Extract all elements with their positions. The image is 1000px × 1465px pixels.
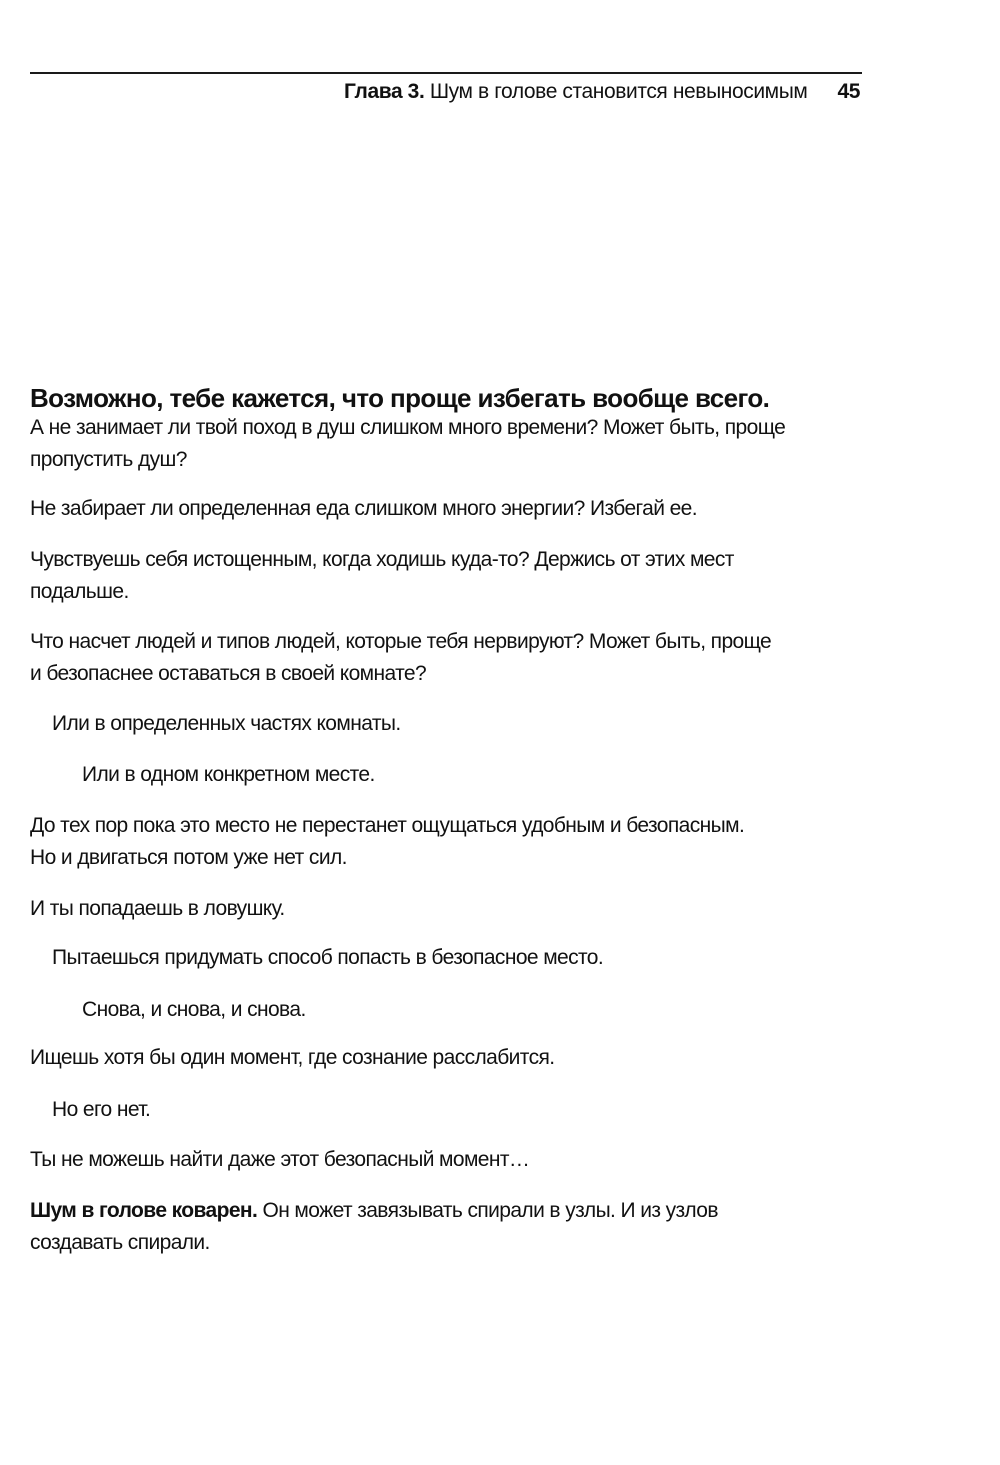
paragraph-until bbox=[30, 810, 910, 874]
paragraph-line: Ты не можешь найти даже этот безопасный момент… bbox=[30, 1148, 530, 1171]
paragraph-cant-find bbox=[30, 1144, 910, 1176]
paragraph-rest: Он может завязывать спирали в узлы. И из узлов bbox=[257, 1199, 718, 1222]
paragraph-line: Не забирает ли определенная еда слишком много энергии? Избегай ее. bbox=[30, 497, 697, 520]
paragraph-shower bbox=[30, 412, 910, 476]
paragraph-one-place bbox=[82, 759, 962, 791]
paragraph-safe-place bbox=[52, 942, 932, 974]
paragraph-line: Или в определенных частях комнаты. bbox=[52, 712, 401, 735]
paragraph-moment bbox=[30, 1042, 910, 1074]
paragraph-line: Но его нет. bbox=[52, 1098, 151, 1121]
paragraph-line: создавать спирали. bbox=[30, 1231, 210, 1254]
paragraph-line: пропустить душ? bbox=[30, 448, 187, 471]
bold-lead: Шум в голове коварен. bbox=[30, 1199, 258, 1222]
paragraph-line: А не занимает ли твой поход в душ слишком много времени? Может быть, проще bbox=[30, 416, 786, 439]
paragraph-line: Снова, и снова, и снова. bbox=[82, 998, 306, 1021]
section-heading: Возможно, тебе кажется, что проще избегать вообще всего. bbox=[30, 382, 770, 413]
running-head bbox=[30, 80, 860, 104]
chapter-title bbox=[344, 80, 807, 104]
paragraph-line: Но и двигаться потом уже нет сил. bbox=[30, 846, 347, 869]
paragraph-line: До тех пор пока это место не перестанет ощущаться удобным и безопасным. bbox=[30, 814, 745, 837]
paragraph-insidious bbox=[30, 1195, 910, 1259]
paragraph-line: Чувствуешь себя истощенным, когда ходишь куда-то? Держись от этих мест bbox=[30, 548, 734, 571]
paragraph-none bbox=[52, 1094, 932, 1126]
paragraph-line: Ищешь хотя бы один момент, где сознание расслабится. bbox=[30, 1046, 555, 1069]
paragraph-line: Или в одном конкретном месте. bbox=[82, 763, 375, 786]
paragraph-line bbox=[30, 1195, 910, 1227]
paragraph-line: Что насчет людей и типов людей, которые тебя нервируют? Может быть, проще bbox=[30, 630, 772, 653]
paragraph-food bbox=[30, 493, 910, 525]
paragraph-again bbox=[82, 994, 962, 1026]
paragraph-people bbox=[30, 626, 910, 690]
chapter-label: Глава 3. bbox=[344, 80, 425, 103]
chapter-name: Шум в голове становится невыносимым bbox=[429, 80, 808, 103]
paragraph-exhausted bbox=[30, 544, 910, 608]
page-number: 45 bbox=[837, 80, 860, 103]
paragraph-trap bbox=[30, 893, 910, 925]
paragraph-line: И ты попадаешь в ловушку. bbox=[30, 897, 285, 920]
paragraph-line: подальше. bbox=[30, 580, 129, 603]
paragraph-room-parts bbox=[52, 708, 932, 740]
paragraph-line: и безопаснее оставаться в своей комнате? bbox=[30, 662, 427, 685]
header-rule bbox=[30, 72, 862, 74]
paragraph-line: Пытаешься придумать способ попасть в безопасное место. bbox=[52, 946, 604, 969]
